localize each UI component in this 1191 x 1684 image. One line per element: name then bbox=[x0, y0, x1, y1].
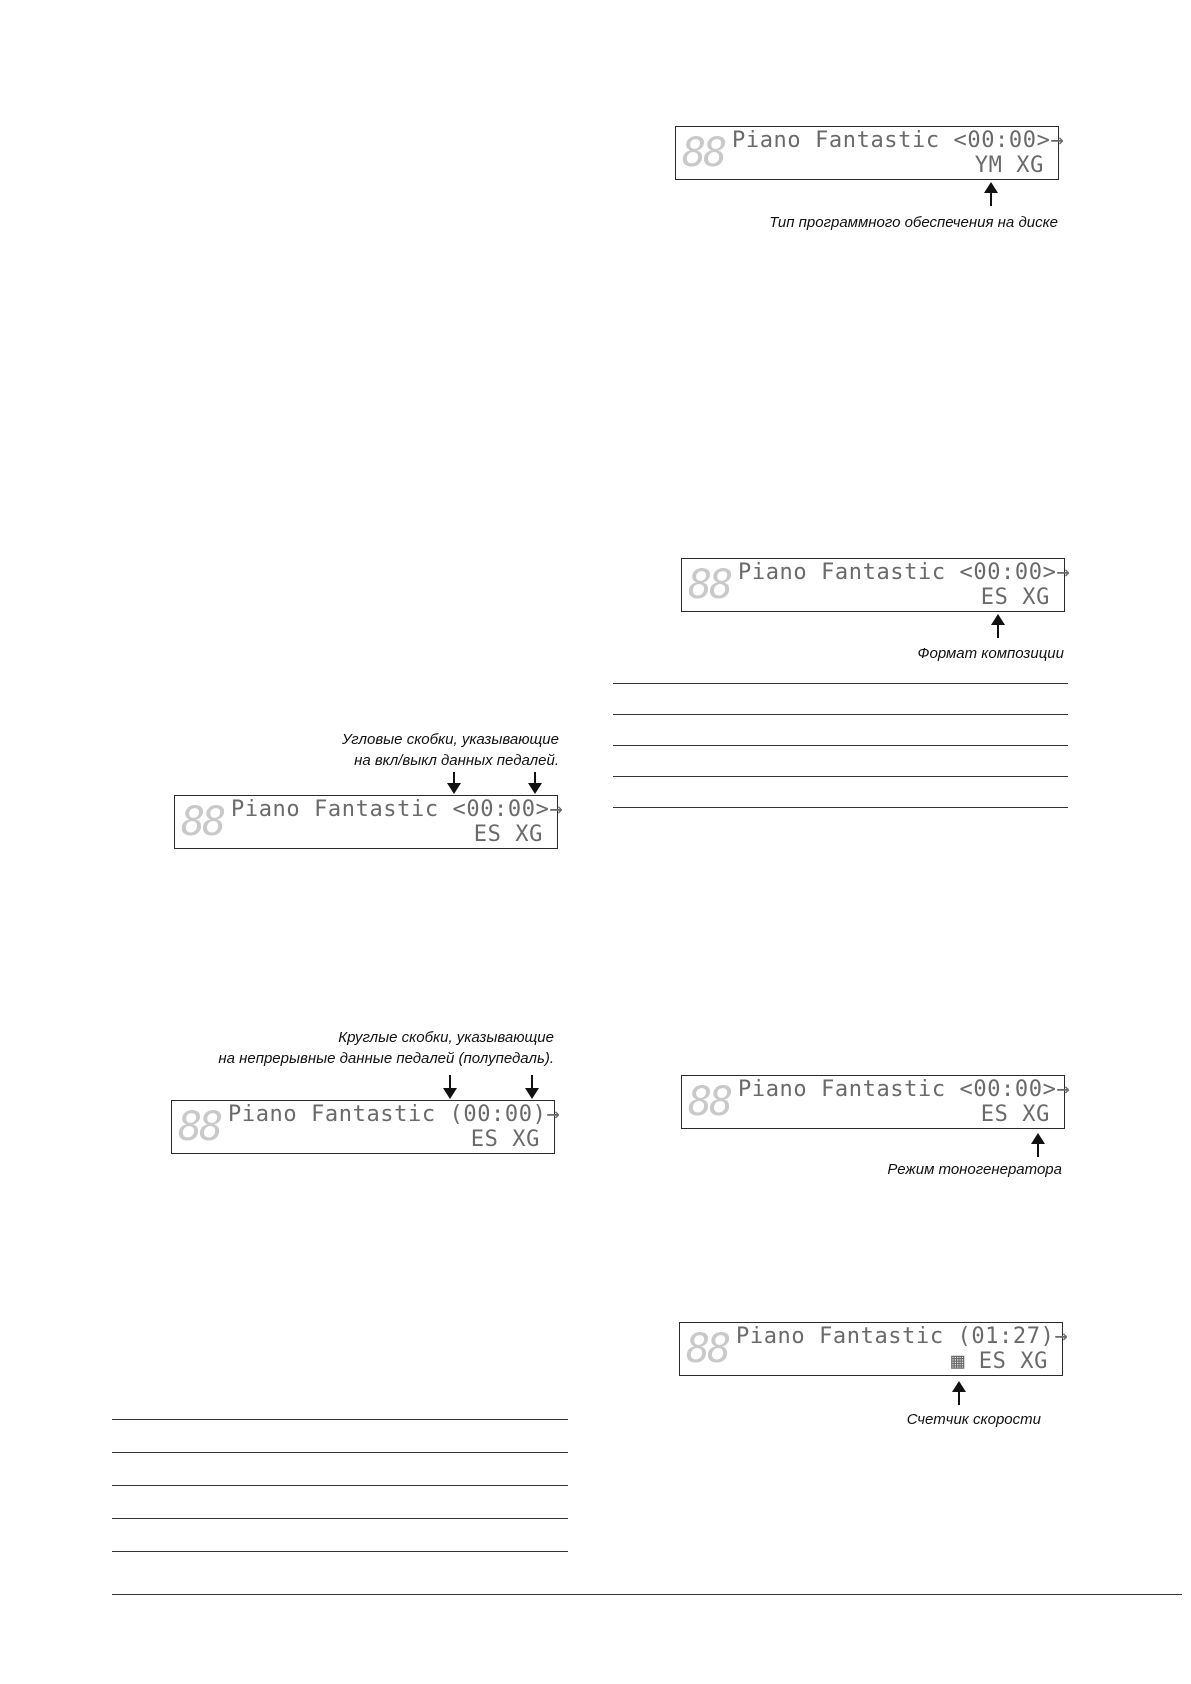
arrow-down-icon bbox=[447, 772, 461, 794]
caption-angle-brackets-line2: на вкл/выкл данных педалей. bbox=[354, 752, 559, 769]
arrow-up-icon bbox=[952, 1381, 966, 1405]
table-rule bbox=[112, 1452, 568, 1453]
lcd-digits: 88 bbox=[181, 799, 224, 845]
caption-song-format: Формат композиции bbox=[917, 645, 1064, 662]
lcd-line1: Piano Fantastic (00:00)→ bbox=[228, 1102, 561, 1127]
table-rule bbox=[613, 683, 1068, 684]
lcd-digits: 88 bbox=[178, 1104, 221, 1150]
lcd-line2: ▦ ES XG bbox=[951, 1349, 1048, 1374]
table-rule bbox=[112, 1485, 568, 1486]
caption-speed-counter: Счетчик скорости bbox=[906, 1411, 1041, 1428]
lcd-digits: 88 bbox=[686, 1326, 729, 1372]
caption-angle-brackets-line1: Угловые скобки, указывающие bbox=[342, 731, 559, 748]
table-rule bbox=[613, 745, 1068, 746]
lcd-line2: ES XG bbox=[980, 1102, 1050, 1127]
lcd-display-disk-software bbox=[675, 126, 1065, 180]
table-rule bbox=[112, 1551, 568, 1552]
footer-rule bbox=[112, 1594, 1182, 1595]
caption-round-brackets-line1: Круглые скобки, указывающие bbox=[338, 1029, 554, 1046]
lcd-line1: Piano Fantastic <00:00>→ bbox=[732, 128, 1065, 153]
caption-tone-generator-mode: Режим тоногенератора bbox=[887, 1161, 1062, 1178]
caption-disk-software-type: Тип программного обеспечения на диске bbox=[769, 214, 1058, 231]
arrow-down-icon bbox=[528, 772, 542, 794]
lcd-line1: Piano Fantastic <00:00>→ bbox=[738, 1077, 1071, 1102]
lcd-display-tone-generator bbox=[681, 1075, 1071, 1129]
table-rule bbox=[112, 1518, 568, 1519]
table-rule bbox=[613, 776, 1068, 777]
lcd-display-round-brackets bbox=[171, 1100, 561, 1154]
lcd-line1: Piano Fantastic <00:00>→ bbox=[738, 560, 1071, 585]
lcd-line2: ES XG bbox=[980, 585, 1050, 610]
lcd-line2: YM XG bbox=[974, 153, 1044, 178]
lcd-digits: 88 bbox=[688, 562, 731, 608]
arrow-up-icon bbox=[991, 614, 1005, 638]
arrow-up-icon bbox=[984, 182, 998, 206]
arrow-down-icon bbox=[443, 1075, 457, 1099]
lcd-line2: ES XG bbox=[473, 822, 543, 847]
lcd-display-song-format bbox=[681, 558, 1071, 612]
lcd-line2: ES XG bbox=[470, 1127, 540, 1152]
lcd-digits: 88 bbox=[682, 130, 725, 176]
lcd-digits: 88 bbox=[688, 1079, 731, 1125]
arrow-down-icon bbox=[525, 1075, 539, 1099]
table-rule bbox=[112, 1419, 568, 1420]
arrow-up-icon bbox=[1031, 1133, 1045, 1157]
caption-round-brackets-line2: на непрерывные данные педалей (полупедаль). bbox=[218, 1050, 554, 1067]
lcd-display-angle-brackets bbox=[174, 795, 564, 849]
table-rule bbox=[613, 714, 1068, 715]
table-rule bbox=[613, 807, 1068, 808]
lcd-line1: Piano Fantastic <00:00>→ bbox=[231, 797, 564, 822]
lcd-line1: Piano Fantastic (01:27)→ bbox=[736, 1324, 1069, 1349]
lcd-display-speed-counter bbox=[679, 1322, 1069, 1376]
